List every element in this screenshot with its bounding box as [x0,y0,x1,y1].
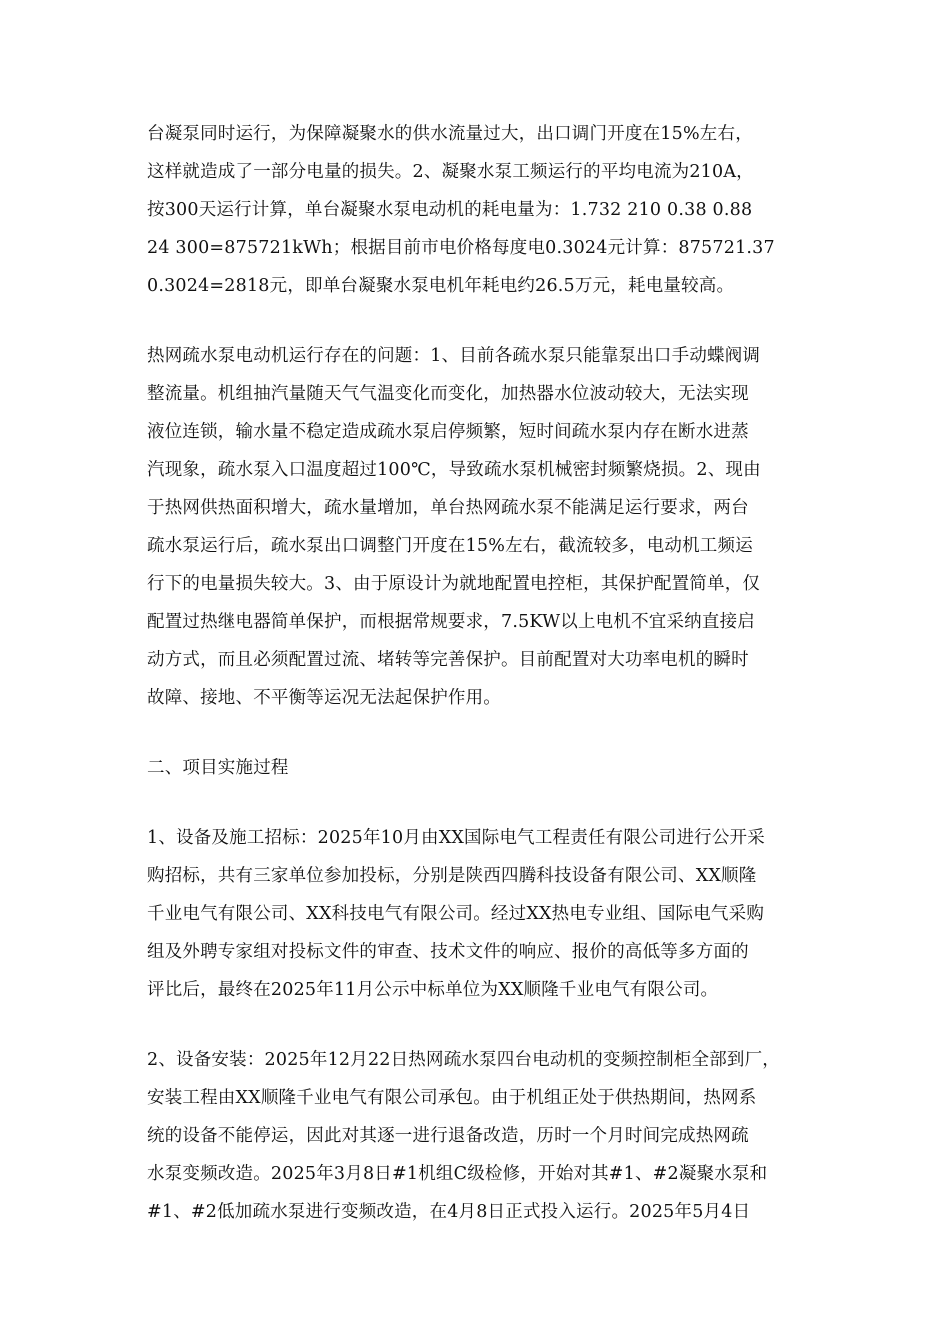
text-line: 台凝泵同时运行，为保障凝聚水的供水流量过大，出口调门开度在15%左右， [147,124,753,144]
text-line: 评比后，最终在2025年11月公示中标单位为XX顺隆千业电气有限公司。 [147,980,719,1000]
text-line: 行下的电量损失较大。3、由于原设计为就地配置电控柜，其保护配置简单，仅 [147,574,761,594]
text-line: 整流量。机组抽汽量随天气气温变化而变化，加热器水位波动较大，无法实现 [147,384,749,404]
text-line: 汽现象，疏水泵入口温度超过100℃，导致疏水泵机械密封频繁烧损。2、现由 [147,460,761,480]
text-line: 1、设备及施工招标：2025年10月由XX国际电气工程责任有限公司进行公开采 [147,828,765,848]
text-line: 24 300=875721kWh；根据目前市电价格每度电0.3024元计算：875721.37 [147,238,775,258]
text-line: 统的设备不能停运，因此对其逐一进行退备改造，历时一个月时间完成热网疏 [147,1126,749,1146]
text-line: 千业电气有限公司、XX科技电气有限公司。经过XX热电专业组、国际电气采购 [147,904,765,924]
text-line: 这样就造成了一部分电量的损失。2、凝聚水泵工频运行的平均电流为210A， [147,162,754,182]
text-line: 于热网供热面积增大，疏水量增加，单台热网疏水泵不能满足运行要求，两台 [147,498,749,518]
text-line: 配置过热继电器简单保护，而根据常规要求，7.5KW以上电机不宜采纳直接启 [147,612,755,632]
text-line: 液位连锁，输水量不稳定造成疏水泵启停频繁，短时间疏水泵内存在断水进蒸 [147,422,749,442]
heading-text: 二、项目实施过程 [147,758,289,778]
text-line: 疏水泵运行后，疏水泵出口调整门开度在15%左右，截流较多，电动机工频运 [147,536,753,556]
text-line: 0.3024=2818元，即单台凝聚水泵电机年耗电约26.5万元，耗电量较高。 [147,276,735,296]
text-line: 故障、接地、不平衡等运况无法起保护作用。 [147,688,501,708]
text-line: 动方式，而且必须配置过流、堵转等完善保护。目前配置对大功率电机的瞬时 [147,650,749,670]
text-line: #1、#2低加疏水泵进行变频改造，在4月8日正式投入运行。2025年5月4日 [147,1202,751,1222]
text-line: 安装工程由XX顺隆千业电气有限公司承包。由于机组正处于供热期间，热网系 [147,1088,757,1108]
text-line: 按300天运行计算，单台凝聚水泵电动机的耗电量为：1.732 210 0.38 0.88 [147,200,753,220]
text-line: 热网疏水泵电动机运行存在的问题：1、目前各疏水泵只能靠泵出口手动蝶阀调 [147,346,761,366]
text-line: 购招标，共有三家单位参加投标，分别是陕西四腾科技设备有限公司、XX顺隆 [147,866,757,886]
text-line: 水泵变频改造。2025年3月8日#1机组C级检修，开始对其#1、#2凝聚水泵和 [147,1164,768,1184]
text-line: 组及外聘专家组对投标文件的审查、技术文件的响应、报价的高低等多方面的 [147,942,749,962]
text-line: 2、设备安装：2025年12月22日热网疏水泵四台电动机的变频控制柜全部到厂， [147,1050,781,1070]
